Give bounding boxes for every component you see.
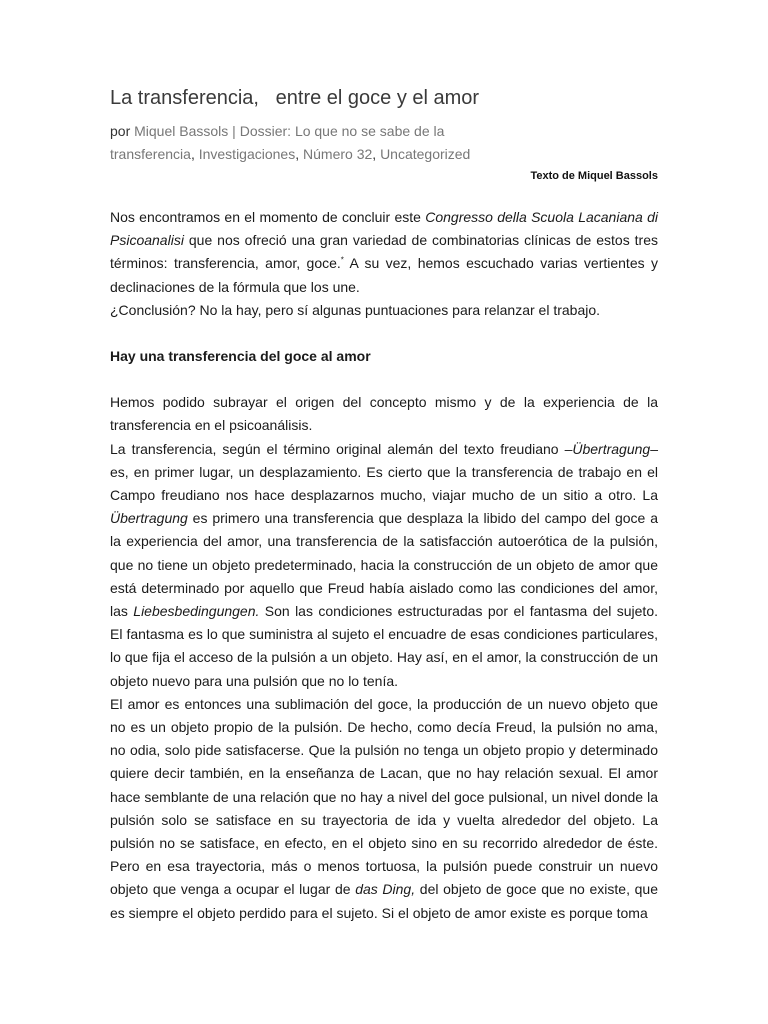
paragraph-2: ¿Conclusión? No la hay, pero sí algunas puntuaciones para relanzar el trabajo. <box>110 301 601 318</box>
paragraph-1 <box>110 206 658 299</box>
byline-comma: , <box>295 146 304 162</box>
byline-prefix: por <box>110 123 135 139</box>
byline-comma: , <box>372 146 381 162</box>
category-link-investigaciones[interactable]: Investigaciones <box>198 146 296 162</box>
article-byline <box>110 120 480 166</box>
text-span: que nos ofreció una gran variedad de combinatorias clínicas de estos tres términos: transferencia, amor, goce. <box>110 232 658 272</box>
paragraph-5 <box>110 693 658 925</box>
author-link[interactable]: Miquel Bassols <box>134 123 229 139</box>
byline-separator: | <box>228 123 240 139</box>
category-link-uncategorized[interactable]: Uncategorized <box>380 146 471 162</box>
footnote-marker[interactable]: * <box>340 255 344 265</box>
italic-span: Congresso della Scuola Lacaniana di Psicoanalisi <box>110 209 658 249</box>
category-link-dossier[interactable]: Dossier: Lo que no se sabe de la transferencia <box>110 123 445 162</box>
text-span: es primero una transferencia que desplaza la libido del campo del goce a la experiencia del amor, una transferencia de la satisfacción autoerótica de la pulsión, que no tiene un objeto predeterminado, hacia la construcción de un objeto de amor que está determinado por aquello que Freud había aislado como las condiciones del amor, las <box>110 510 658 620</box>
byline-comma: , <box>190 146 199 162</box>
text-span: – es, en primer lugar, un desplazamiento. Es cierto que la transferencia de trabajo en el Campo freudiano nos hace desplazarnos mucho, viajar mucho de un sitio a otro. La <box>110 440 658 504</box>
category-link-numero[interactable]: Número 32 <box>303 146 373 162</box>
paragraph-3: Hemos podido subrayar el origen del concepto mismo y de la experiencia de la transferencia en el psicoanálisis. <box>110 394 658 434</box>
text-span: del objeto de goce que no existe, que es siempre el objeto perdido para el sujeto. Si el objeto de amor existe es porque toma <box>110 881 658 921</box>
text-span: La transferencia, según el término original alemán del texto freudiano – <box>110 440 573 457</box>
italic-span: das Ding, <box>355 881 416 898</box>
article-title: La transferencia, entre el goce y el amor <box>110 87 480 109</box>
paragraph-4 <box>110 438 658 693</box>
text-span: A su vez, hemos escuchado varias vertientes y declinaciones de la fórmula que los une. <box>110 255 658 295</box>
text-span: Nos encontramos en el momento de concluir este <box>110 209 426 225</box>
italic-span: Liebesbedingungen. <box>133 603 260 620</box>
section-heading: Hay una transferencia del goce al amor <box>110 348 371 365</box>
text-credit: Texto de Miquel Bassols <box>530 170 658 182</box>
text-span: El amor es entonces una sublimación del goce, la producción de un nuevo objeto que no es un objeto propio de la pulsión. De hecho, como decía Freud, la pulsión no ama, no odia, solo pide satisfacerse. Que la pulsión no tenga un objeto propio y determinado quiere decir también, en la enseñanza de Lacan, que no hay relación sexual. El amor hace semblante de una relación que no hay a nivel del goce pulsional, un nivel donde la pulsión solo se satisface en su trayectoria de ida y vuelta alrededor del objeto. La pulsión no se satisface, en efecto, en el objeto sino en su recorrido alrededor de éste. Pero en esa trayectoria, más o menos tortuosa, la pulsión puede construir un nuevo objeto que venga a ocupar el lugar de <box>110 695 658 898</box>
italic-span: Übertragung <box>572 440 651 457</box>
italic-span: Übertragung <box>110 510 188 527</box>
article-body <box>110 206 658 925</box>
text-span: Son las condiciones estructuradas por el fantasma del sujeto. El fantasma es lo que suministra al sujeto el encuadre de esas condiciones particulares, lo que fija el acceso de la pulsión a un objeto. Hay así, en el amor, la construcción de un objeto nuevo para una pulsión que no lo tenía. <box>110 603 658 689</box>
article <box>110 84 658 925</box>
